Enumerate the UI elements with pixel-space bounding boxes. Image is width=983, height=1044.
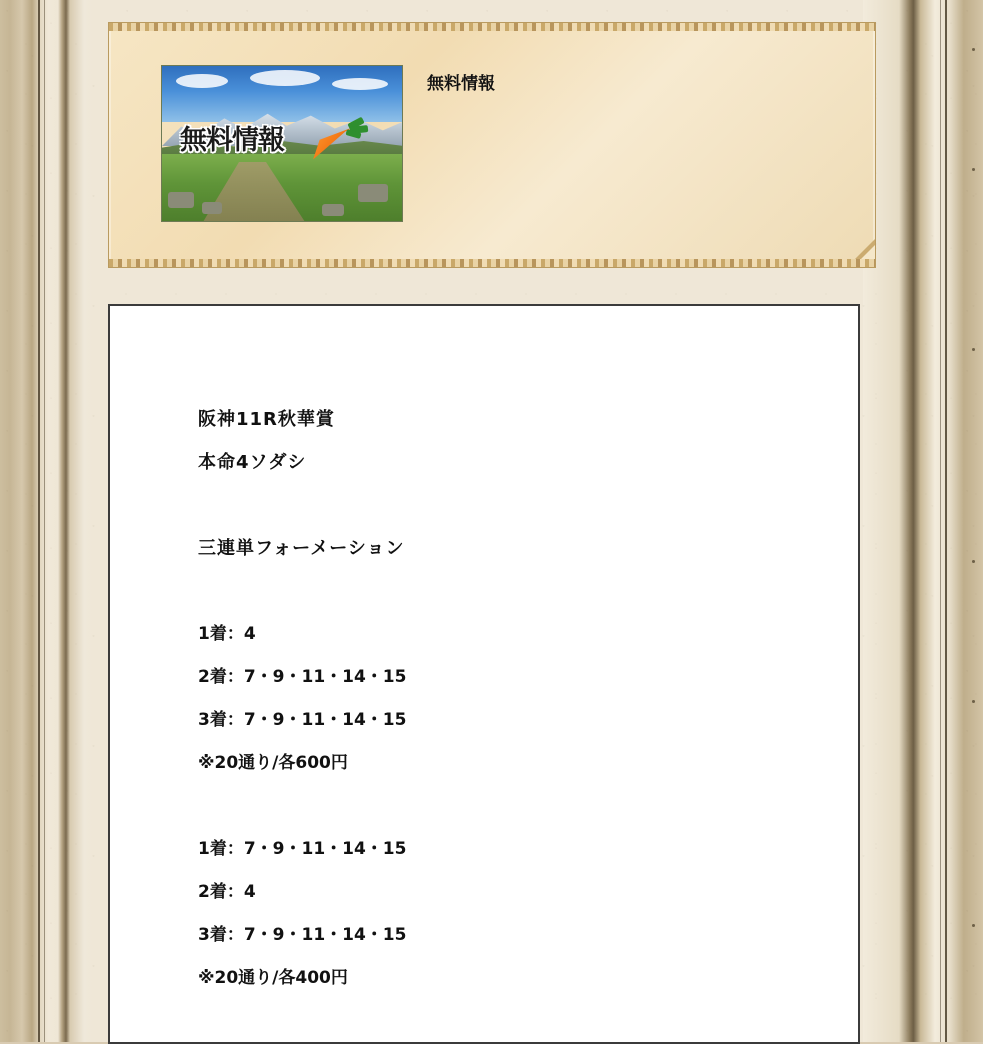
- formation2-first: 1着：7・9・11・14・15: [198, 839, 407, 859]
- thumbnail-label: 無料情報: [180, 125, 284, 156]
- banner-folded-corner-inner: [853, 245, 875, 267]
- main-content-column: [108, 0, 878, 1042]
- post-header-banner: [108, 22, 876, 268]
- rock-icon: [202, 202, 222, 214]
- left-rule-inner: [44, 0, 45, 1042]
- cloud-icon: [250, 70, 320, 86]
- cloud-icon: [176, 74, 228, 88]
- formation1-note: ※20通り/各600円: [198, 753, 348, 773]
- bet-type: 三連単フォーメーション: [198, 538, 405, 559]
- edge-dot: [972, 348, 975, 351]
- right-rule-outer: [945, 0, 947, 1042]
- formation1-first: 1着：4: [198, 624, 256, 644]
- post-thumbnail[interactable]: [161, 65, 403, 222]
- formation2-third: 3着：7・9・11・14・15: [198, 925, 407, 945]
- formation1-third: 3着：7・9・11・14・15: [198, 710, 407, 730]
- rock-icon: [358, 184, 388, 202]
- post-body-card: [108, 304, 860, 1044]
- edge-dot: [972, 924, 975, 927]
- left-rule-outer: [38, 0, 40, 1042]
- race-name: 阪神11R秋華賞: [198, 409, 335, 430]
- text-spacer: [198, 484, 858, 527]
- formation1-second: 2着：7・9・11・14・15: [198, 667, 407, 687]
- edge-dot: [972, 560, 975, 563]
- honmei-pick: 本命4ソダシ: [198, 452, 307, 473]
- edge-dot: [972, 700, 975, 703]
- cloud-icon: [332, 78, 388, 90]
- formation2-note: ※20通り/各400円: [198, 968, 348, 988]
- post-title: 無料情報: [427, 74, 495, 94]
- post-body-text: [110, 306, 858, 1040]
- edge-dot: [972, 168, 975, 171]
- edge-dot: [972, 48, 975, 51]
- rock-icon: [168, 192, 194, 208]
- formation2-second: 2着：4: [198, 882, 256, 902]
- carrot-icon: [310, 118, 368, 162]
- background-right-strip: [863, 0, 983, 1042]
- rock-icon: [322, 204, 344, 216]
- banner-inner: [161, 65, 855, 247]
- right-rule-inner: [940, 0, 941, 1042]
- text-spacer: [198, 785, 858, 828]
- text-spacer: [198, 570, 858, 613]
